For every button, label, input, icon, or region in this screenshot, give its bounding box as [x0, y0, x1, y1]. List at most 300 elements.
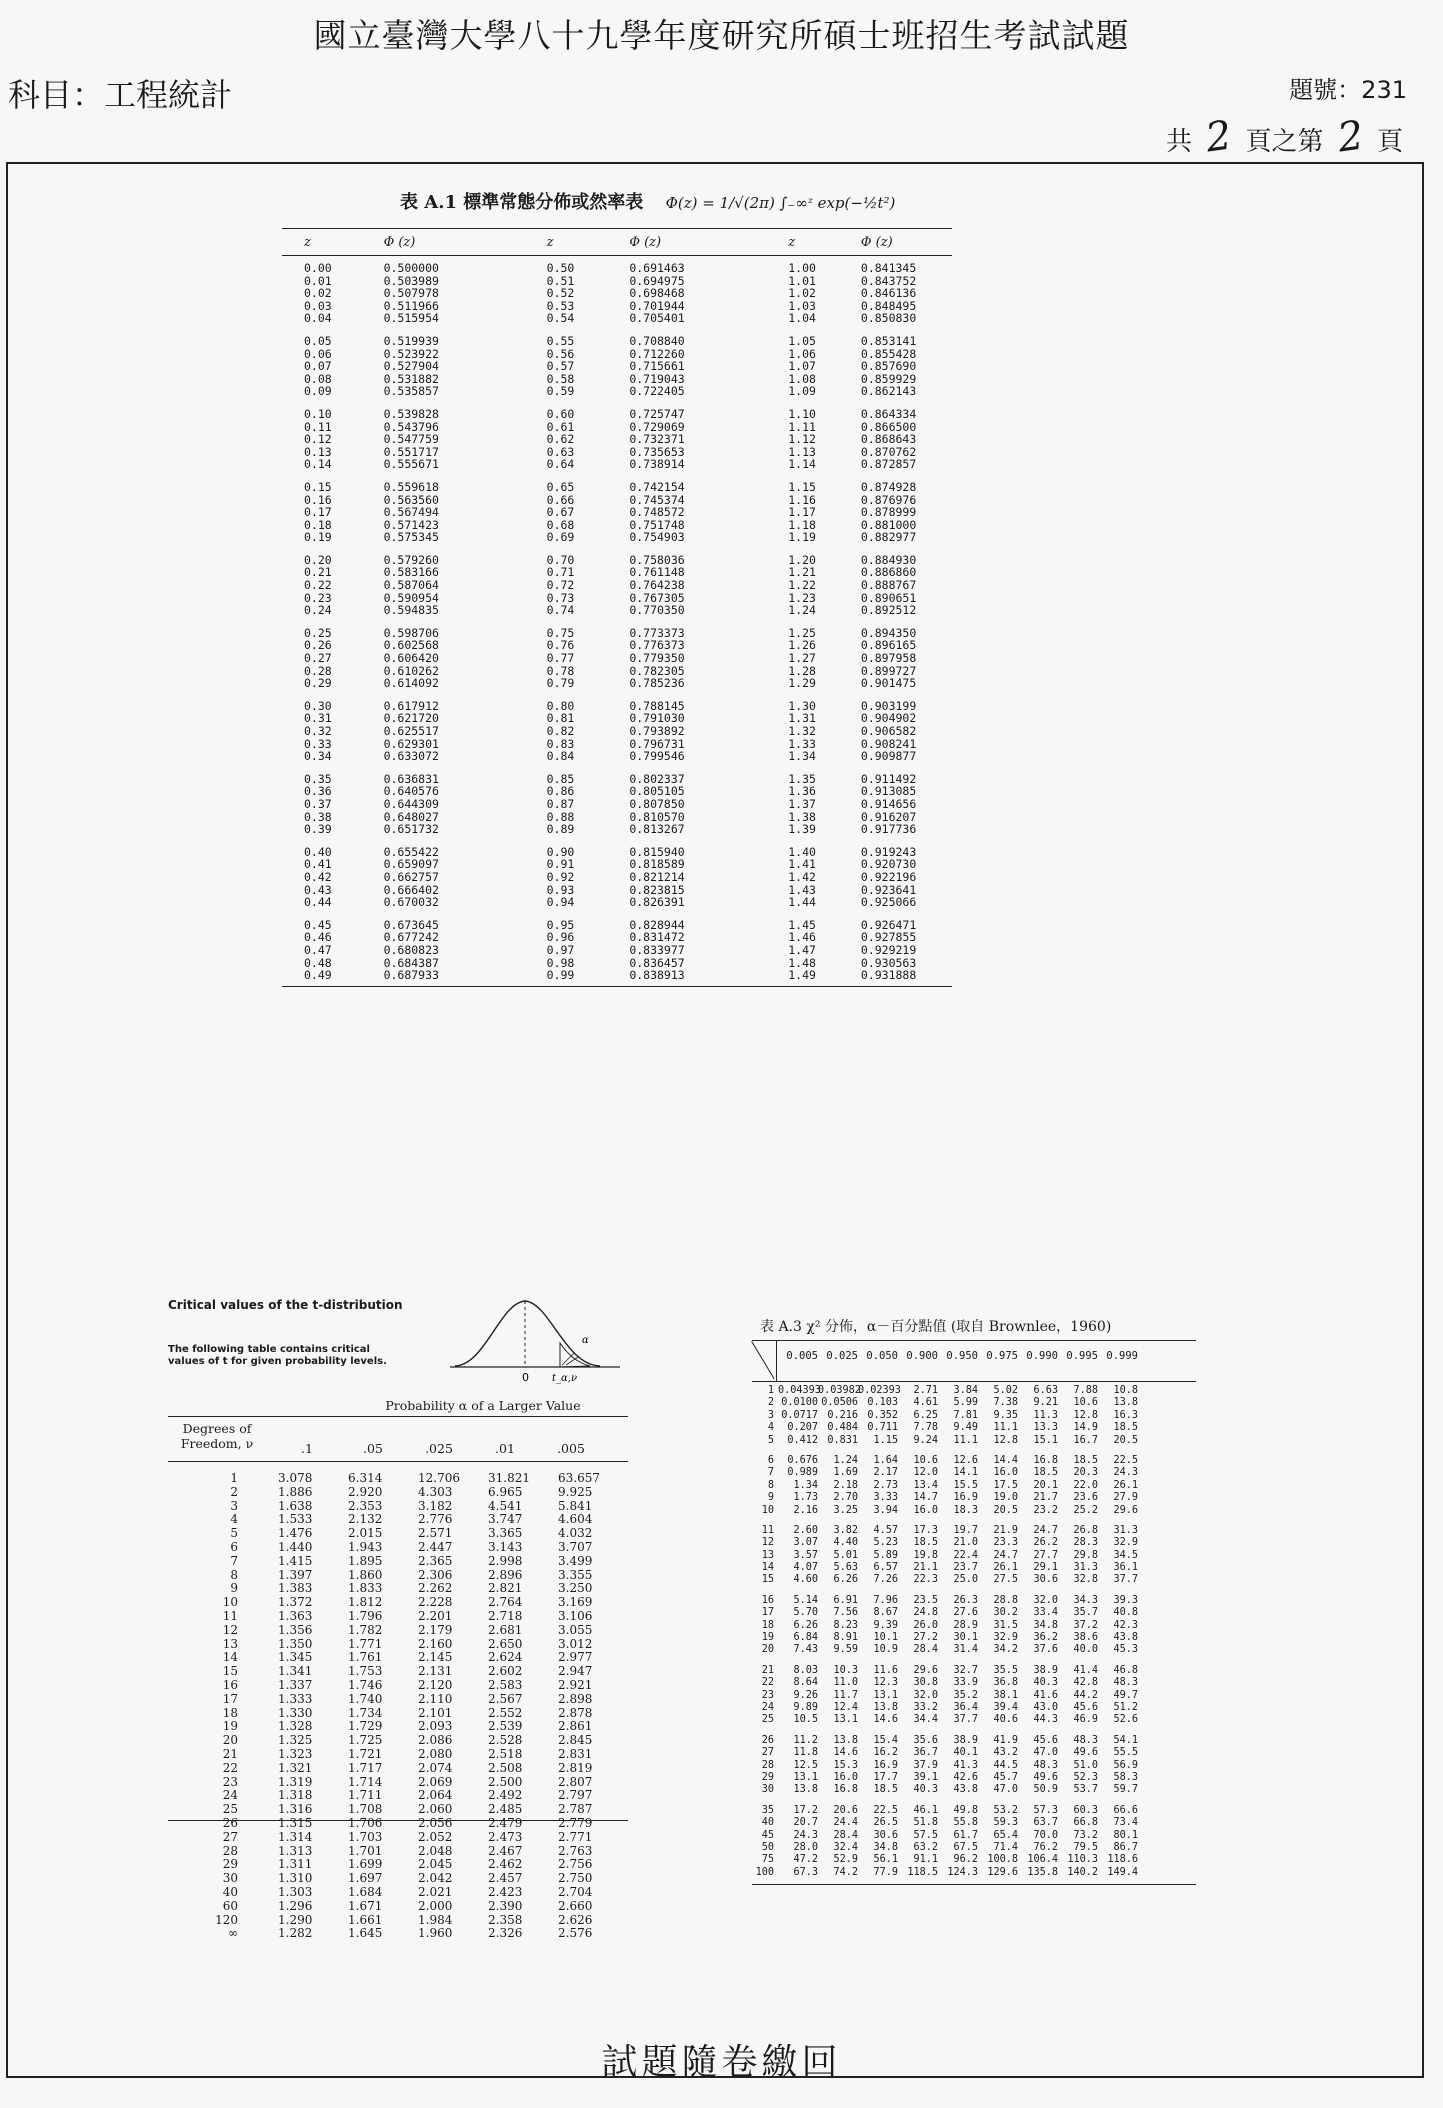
- table-cell: 0.45: [304, 917, 332, 932]
- table-cell: 6.26: [793, 1619, 818, 1631]
- table-cell: 44.5: [993, 1759, 1018, 1771]
- table-cell: 20.3: [1073, 1467, 1098, 1479]
- table-cell: 0.555671: [383, 457, 439, 472]
- table-cell: 27.5: [993, 1574, 1018, 1586]
- table-cell: 40: [761, 1817, 774, 1829]
- table-cell: 0.899727: [860, 663, 917, 678]
- table-cell: 21: [761, 1664, 774, 1676]
- table-row: [168, 1748, 628, 1762]
- table-cell: 19: [222, 1719, 238, 1734]
- table-cell: 0.55: [546, 333, 575, 348]
- table-cell: 0.29: [304, 676, 332, 691]
- table-cell: 26.8: [1073, 1524, 1098, 1536]
- table-cell: 0.23: [304, 590, 332, 605]
- table-row: [168, 1817, 628, 1831]
- table-cell: 2.71: [913, 1385, 938, 1396]
- table-row: [282, 579, 952, 592]
- table-cell: 29.8: [1073, 1549, 1098, 1561]
- table-cell: 2: [230, 1484, 238, 1499]
- table-cell: 0.62: [546, 432, 575, 447]
- table-cell: 1.397: [278, 1567, 313, 1582]
- table-cell: 79.5: [1073, 1841, 1098, 1853]
- table-cell: 0.69: [546, 530, 575, 545]
- table-row: [752, 1665, 1196, 1677]
- table-cell: 0.882977: [860, 530, 917, 545]
- table-cell: 30: [222, 1871, 238, 1886]
- table-cell: 2.467: [488, 1843, 523, 1858]
- table-cell: 20.7: [793, 1817, 818, 1829]
- table-cell: 46.8: [1113, 1664, 1138, 1676]
- table-cell: 51.0: [1073, 1759, 1098, 1771]
- table-cell: 0.617912: [383, 698, 439, 713]
- table-cell: 23.6: [1073, 1492, 1098, 1504]
- table-cell: 1.47: [788, 942, 816, 957]
- table-cell: 3.707: [558, 1539, 593, 1554]
- table-cell: 13.8: [793, 1784, 818, 1796]
- table-a3-alpha-header: 0.975: [986, 1350, 1018, 1362]
- table-row: [282, 408, 952, 421]
- table-row: [282, 481, 952, 494]
- table-cell: 1.533: [278, 1512, 313, 1527]
- table-cell: 100.8: [987, 1854, 1018, 1866]
- table-cell: 0.930563: [860, 955, 917, 970]
- table-cell: 71.4: [993, 1841, 1018, 1853]
- table-row: [168, 1693, 628, 1707]
- table-cell: 6.26: [833, 1574, 858, 1586]
- table-cell: 1.33: [788, 736, 816, 751]
- table-cell: 29: [761, 1771, 774, 1783]
- table-cell: 0.862143: [860, 384, 917, 399]
- table-cell: 13.3: [1033, 1422, 1058, 1434]
- table-cell: 3.182: [418, 1498, 453, 1513]
- table-cell: 1.11: [788, 419, 816, 434]
- table-cell: 27: [222, 1829, 238, 1844]
- table-cell: 2.423: [488, 1884, 523, 1899]
- subject-label: 科目：工程統計: [8, 76, 233, 114]
- table-cell: 2.681: [488, 1622, 523, 1637]
- table-cell: 0.989: [787, 1467, 818, 1479]
- table-cell: 0.881000: [860, 517, 917, 532]
- table-cell: 0.83: [546, 736, 575, 751]
- table-cell: 0.751748: [629, 517, 685, 532]
- table-cell: 129.6: [987, 1866, 1018, 1878]
- table-cell: 1.782: [348, 1622, 383, 1637]
- table-row: [752, 1574, 1196, 1586]
- table-cell: 0.896165: [860, 638, 917, 653]
- table-cell: 11: [222, 1608, 238, 1623]
- table-cell: 49.6: [1073, 1747, 1098, 1759]
- table-cell: 3.82: [833, 1524, 858, 1536]
- table-cell: 2.000: [418, 1898, 453, 1913]
- table-cell: 0.85: [546, 771, 575, 786]
- table-row: [752, 1397, 1196, 1409]
- t-alpha-header: .025: [425, 1441, 453, 1456]
- table-cell: 51.2: [1113, 1701, 1138, 1713]
- table-cell: 31.3: [1113, 1524, 1138, 1536]
- table-cell: 39.4: [993, 1701, 1018, 1713]
- table-row: [752, 1537, 1196, 1549]
- table-cell: 1: [767, 1385, 774, 1396]
- table-row: [282, 348, 952, 361]
- table-cell: 0.33: [304, 736, 332, 751]
- table-row: [282, 969, 952, 982]
- table-cell: 2.797: [558, 1788, 593, 1803]
- table-cell: 0.64: [546, 457, 575, 472]
- table-a3-group: [752, 1802, 1196, 1884]
- table-cell: 30.6: [873, 1829, 898, 1841]
- table-cell: 44.2: [1073, 1689, 1098, 1701]
- table-cell: 8: [767, 1479, 774, 1491]
- table-cell: 3: [767, 1409, 774, 1421]
- table-row: [168, 1734, 628, 1748]
- table-cell: 28.9: [953, 1619, 978, 1631]
- table-row: [282, 506, 952, 519]
- t-table-body: [168, 1472, 628, 1941]
- table-row: [752, 1480, 1196, 1492]
- table-cell: 0.35: [304, 771, 332, 786]
- table-cell: 13.4: [913, 1479, 938, 1491]
- table-cell: 0.04: [304, 311, 332, 326]
- table-cell: 0.09: [304, 384, 332, 399]
- table-cell: 16.9: [873, 1759, 898, 1771]
- table-a1-header: [282, 229, 952, 255]
- table-cell: 1.703: [348, 1829, 383, 1844]
- table-row: [168, 1596, 628, 1610]
- table-cell: 0.71: [546, 565, 575, 580]
- table-cell: 24.3: [793, 1829, 818, 1841]
- table-cell: 0.850830: [860, 311, 917, 326]
- table-cell: 2.131: [418, 1664, 453, 1679]
- table-cell: 2.485: [488, 1802, 523, 1817]
- table-cell: 2.518: [488, 1746, 523, 1761]
- table-row: [168, 1886, 628, 1900]
- table-cell: 39.1: [913, 1771, 938, 1783]
- table-cell: 1.15: [788, 479, 816, 494]
- table-cell: 15.5: [953, 1479, 978, 1491]
- table-cell: 25: [222, 1802, 238, 1817]
- table-cell: 5.70: [793, 1607, 818, 1619]
- table-a3-group: [752, 1732, 1196, 1802]
- table-cell: 53.2: [993, 1804, 1018, 1816]
- table-cell: 0.51: [546, 273, 575, 288]
- table-cell: 0.857690: [860, 359, 917, 374]
- table-row: [752, 1747, 1196, 1759]
- table-cell: 7.38: [993, 1397, 1018, 1409]
- table-cell: 1.943: [348, 1539, 383, 1554]
- table-row: [282, 312, 952, 325]
- table-cell: 5: [767, 1434, 774, 1446]
- table-cell: 12.8: [993, 1434, 1018, 1446]
- t-distribution-title: Critical values of the t-distribution: [168, 1298, 403, 1312]
- table-row: [168, 1651, 628, 1665]
- table-cell: 0.758036: [629, 552, 685, 567]
- table-cell: 39.3: [1113, 1594, 1138, 1606]
- table-cell: 0.813267: [629, 822, 685, 837]
- table-cell: 11.2: [793, 1734, 818, 1746]
- table-cell: 14: [761, 1562, 774, 1574]
- table-cell: 0.610262: [383, 663, 439, 678]
- table-cell: 0.687933: [383, 968, 439, 983]
- table-cell: 1.09: [788, 384, 816, 399]
- table-cell: 16.0: [833, 1771, 858, 1783]
- table-cell: 21.7: [1033, 1492, 1058, 1504]
- table-cell: 0.579260: [383, 552, 439, 567]
- table-cell: 0.694975: [629, 273, 685, 288]
- table-cell: 2.650: [488, 1636, 523, 1651]
- table-cell: 2.093: [418, 1719, 453, 1734]
- table-cell: 0.523922: [383, 346, 439, 361]
- table-row: [752, 1505, 1196, 1517]
- table-cell: 1.638: [278, 1498, 313, 1513]
- table-row: [752, 1702, 1196, 1714]
- table-cell: 0.748572: [629, 505, 685, 520]
- table-row: [282, 300, 952, 313]
- table-a1-header-cell: Φ (z): [383, 234, 416, 250]
- table-cell: 0.559618: [383, 479, 439, 494]
- table-cell: 0.602568: [383, 638, 439, 653]
- table-cell: 23.5: [913, 1594, 938, 1606]
- table-cell: 0.821214: [629, 869, 685, 884]
- table-row: [282, 566, 952, 579]
- table-row: [752, 1805, 1196, 1817]
- table-cell: 32.9: [1113, 1537, 1138, 1549]
- table-cell: 54.1: [1113, 1734, 1138, 1746]
- table-cell: 2.920: [348, 1484, 383, 1499]
- table-cell: 0.841345: [860, 261, 917, 275]
- table-row: [752, 1607, 1196, 1619]
- table-cell: 0.796731: [629, 736, 685, 751]
- table-cell: 0.539828: [383, 406, 439, 421]
- t-table-bottom-rule: [168, 1820, 628, 1821]
- table-cell: 0.676: [787, 1454, 818, 1466]
- chi-square-table: [752, 1340, 1196, 1885]
- table-cell: 15: [761, 1574, 774, 1586]
- table-cell: 14.6: [833, 1747, 858, 1759]
- table-cell: 2.821: [488, 1581, 523, 1596]
- table-cell: 1.44: [788, 895, 816, 910]
- table-cell: 0.27: [304, 651, 332, 666]
- table-cell: 1.42: [788, 869, 816, 884]
- table-cell: 50: [761, 1841, 774, 1853]
- table-cell: 0.93: [546, 882, 575, 897]
- table-a1-group: [282, 913, 952, 986]
- table-cell: 2.145: [418, 1650, 453, 1665]
- table-cell: 0.38: [304, 809, 332, 824]
- table-cell: 17.7: [873, 1771, 898, 1783]
- table-cell: 1.01: [788, 273, 816, 288]
- table-cell: 40.6: [993, 1714, 1018, 1726]
- table-cell: 1.796: [348, 1608, 383, 1623]
- table-cell: 37.2: [1073, 1619, 1098, 1631]
- table-cell: 35.6: [913, 1734, 938, 1746]
- table-cell: 0.874928: [860, 479, 917, 494]
- table-cell: 5.89: [873, 1549, 898, 1561]
- table-a1-group: [282, 840, 952, 913]
- table-cell: 0.767305: [629, 590, 685, 605]
- table-cell: 26.3: [953, 1594, 978, 1606]
- table-cell: 2.179: [418, 1622, 453, 1637]
- table-cell: 33.9: [953, 1677, 978, 1689]
- table-row: [168, 1610, 628, 1624]
- table-cell: 12.5: [793, 1759, 818, 1771]
- table-cell: 40.1: [953, 1747, 978, 1759]
- table-row: [752, 1690, 1196, 1702]
- table-cell: 0.49: [304, 968, 332, 983]
- table-cell: 0.870762: [860, 444, 917, 459]
- table-row: [282, 592, 952, 605]
- table-cell: 37.7: [1113, 1574, 1138, 1586]
- table-cell: 0.547759: [383, 432, 439, 447]
- table-cell: 0.24: [304, 603, 332, 618]
- table-cell: 8.03: [793, 1664, 818, 1676]
- table-cell: 31.4: [953, 1644, 978, 1656]
- table-cell: 0.651732: [383, 822, 439, 837]
- table-cell: 1.314: [278, 1829, 313, 1844]
- page-count: [1166, 114, 1403, 160]
- table-cell: 13.1: [833, 1714, 858, 1726]
- table-cell: 1.333: [278, 1691, 313, 1706]
- table-cell: 52.6: [1113, 1714, 1138, 1726]
- table-cell: 75: [761, 1854, 774, 1866]
- table-cell: 24: [761, 1701, 774, 1713]
- table-a1-body: [282, 256, 952, 986]
- table-row: [752, 1735, 1196, 1747]
- table-cell: 0.927855: [860, 930, 917, 945]
- table-cell: 12.3: [873, 1677, 898, 1689]
- table-row: [168, 1582, 628, 1596]
- table-cell: 23.3: [993, 1537, 1018, 1549]
- table-cell: 22: [761, 1677, 774, 1689]
- table-cell: 0.929219: [860, 942, 917, 957]
- table-cell: 50.9: [1033, 1784, 1058, 1796]
- table-cell: 1.771: [348, 1636, 383, 1651]
- table-a3-body: [752, 1382, 1196, 1884]
- table-cell: ∞: [228, 1926, 238, 1941]
- table-cell: 77.9: [873, 1866, 898, 1878]
- table-cell: 40.0: [1073, 1644, 1098, 1656]
- table-cell: 16.8: [833, 1784, 858, 1796]
- table-cell: 0.15: [304, 479, 332, 494]
- table-cell: 1.316: [278, 1802, 313, 1817]
- table-cell: 1.699: [348, 1857, 383, 1872]
- table-row: [282, 957, 952, 970]
- table-cell: 42.8: [1073, 1677, 1098, 1689]
- table-cell: 36.8: [993, 1677, 1018, 1689]
- table-cell: 106.4: [1027, 1854, 1058, 1866]
- table-cell: 0.810570: [629, 809, 685, 824]
- table-a1-group: [282, 621, 952, 694]
- table-row: [168, 1776, 628, 1790]
- table-cell: 149.4: [1107, 1866, 1138, 1878]
- table-cell: 0.711: [867, 1422, 898, 1434]
- table-cell: 33.4: [1033, 1607, 1058, 1619]
- table-cell: 0.74: [546, 603, 575, 618]
- table-cell: 96.2: [953, 1854, 978, 1866]
- table-cell: 1.701: [348, 1843, 383, 1858]
- table-row: [168, 1845, 628, 1859]
- table-cell: 2.365: [418, 1553, 453, 1568]
- table-a3-group: [752, 1382, 1196, 1452]
- table-cell: 0.625517: [383, 724, 439, 738]
- table-cell: 18.5: [1113, 1422, 1138, 1434]
- table-cell: 1: [230, 1471, 238, 1485]
- table-cell: 120: [215, 1912, 238, 1927]
- table-cell: 16.9: [953, 1492, 978, 1504]
- table-cell: 0.894350: [860, 625, 917, 640]
- table-cell: 2.896: [488, 1567, 523, 1582]
- table-cell: 1.69: [833, 1467, 858, 1479]
- table-cell: 43.0: [1033, 1701, 1058, 1713]
- table-cell: 0.47: [304, 942, 332, 957]
- table-row: [168, 1638, 628, 1652]
- table-cell: 20: [222, 1733, 238, 1748]
- table-cell: 26.1: [993, 1562, 1018, 1574]
- table-cell: 28: [222, 1843, 238, 1858]
- table-cell: 38.1: [993, 1689, 1018, 1701]
- table-cell: 1.16: [788, 492, 816, 507]
- table-cell: 2.353: [348, 1498, 383, 1513]
- table-cell: 26.5: [873, 1817, 898, 1829]
- table-a1-header-cell: Φ (z): [629, 234, 662, 250]
- table-cell: 0.754903: [629, 530, 685, 545]
- table-cell: 74.2: [833, 1866, 858, 1878]
- table-cell: 32.8: [1073, 1574, 1098, 1586]
- table-cell: 20.6: [833, 1804, 858, 1816]
- table-cell: 23.7: [953, 1562, 978, 1574]
- table-cell: 0.70: [546, 552, 575, 567]
- table-cell: 2.447: [418, 1539, 453, 1554]
- table-cell: 0.838913: [629, 968, 685, 983]
- table-cell: 0.56: [546, 346, 575, 361]
- table-cell: 1.290: [278, 1912, 313, 1927]
- table-a1-header-cell: z: [546, 234, 554, 250]
- table-cell: 7: [230, 1553, 238, 1568]
- table-cell: 47.2: [793, 1854, 818, 1866]
- table-cell: 0.931888: [860, 968, 917, 983]
- table-cell: 47.0: [993, 1784, 1018, 1796]
- table-cell: 41.6: [1033, 1689, 1058, 1701]
- table-a1-group: [282, 475, 952, 548]
- table-cell: 0.805105: [629, 784, 685, 799]
- table-cell: 2.462: [488, 1857, 523, 1872]
- table-cell: 31.5: [993, 1619, 1018, 1631]
- table-cell: 43.8: [1113, 1632, 1138, 1644]
- table-cell: 63.657: [558, 1471, 600, 1485]
- table-cell: 0.05: [304, 333, 332, 348]
- table-cell: 45.7: [993, 1771, 1018, 1783]
- curve-tail-area: [560, 1343, 590, 1367]
- table-cell: 0.917736: [860, 822, 917, 837]
- table-cell: 1.24: [833, 1454, 858, 1466]
- table-cell: 0.98: [546, 955, 575, 970]
- table-cell: 23.2: [1033, 1504, 1058, 1516]
- table-cell: 24.8: [913, 1607, 938, 1619]
- table-cell: 2.201: [418, 1608, 453, 1623]
- table-cell: 86.7: [1113, 1841, 1138, 1853]
- table-cell: 45.3: [1113, 1644, 1138, 1656]
- table-cell: 2.17: [873, 1467, 898, 1479]
- table-cell: 70.0: [1033, 1829, 1058, 1841]
- table-cell: 2.831: [558, 1746, 593, 1761]
- table-cell: 2.576: [558, 1926, 593, 1941]
- table-cell: 3.57: [793, 1549, 818, 1561]
- table-cell: 0.594835: [383, 603, 439, 618]
- table-cell: 1.07: [788, 359, 816, 374]
- table-cell: 27.2: [913, 1632, 938, 1644]
- table-a3-title: 表 A.3 χ² 分佈，α－百分點值 (取自 Brownlee，1960): [760, 1319, 1112, 1335]
- table-row: [282, 846, 952, 859]
- table-cell: 0.670032: [383, 895, 439, 910]
